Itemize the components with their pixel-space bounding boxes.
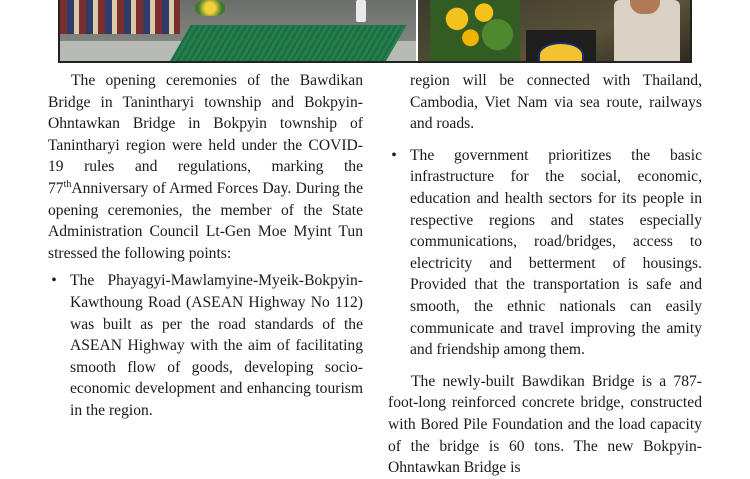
- white-post: [356, 0, 366, 22]
- flower-bouquet: [430, 0, 520, 61]
- bullet-continuation: region will be connected with Thailand, Cambodia, Viet Nam via sea route, railways and roads.: [410, 72, 702, 133]
- right-column: [388, 70, 702, 479]
- bullet-icon: •: [391, 146, 397, 164]
- bullet-item-highway: [48, 270, 363, 421]
- intro-text-part2: Anniversary of Armed Forces Day. During the opening ceremonies, the member of the State Administration Council Lt-Gen Moe Myint Tun stressed the following points:: [48, 179, 363, 262]
- bullet-item-government: [388, 145, 702, 361]
- bullet-icon: •: [51, 272, 57, 290]
- speaker-photo: [418, 0, 692, 61]
- podium-emblem-icon: [538, 42, 584, 61]
- bullet-text: The Phayagyi-Mawlamyine-Myeik-Bokpyin-Kawthoung Road (ASEAN Highway No 112) was built as per the road standards of the ASEAN Highway with the aim of facilitating smooth flow of goods, developing socio-economic development and enhancing tourism in the region.: [70, 272, 363, 419]
- audience-crowd: [60, 0, 180, 34]
- green-carpet: [170, 25, 407, 61]
- intro-paragraph: [48, 70, 363, 264]
- intro-text-part1: The opening ceremonies of the Bawdikan Bridge in Tanintharyi township and Bokpyin-Ohntawkan Bridge in Bokpyin township of Tanintharyi region were held under the COVID-19 rules and regulations, marking the 77: [48, 72, 363, 197]
- bullet-text: The government prioritizes the basic infrastructure for the social, economic, education and health sectors for its people in respective regions and states especially communications, road/bridges, access to electricity and betterment of housings. Provided that the transportation is safe and smooth, the ethnic nationals can easily communicate and travel improving the amity and friendship among them.: [410, 146, 702, 359]
- ordinal-superscript: th: [63, 178, 72, 190]
- bridge-paragraph: The newly-built Bawdikan Bridge is a 787-foot-long reinforced concrete bridge, constructed with Bored Pile Foundation and the load capacity of the bridge is 60 tons. The new Bokpyin-Ohntawkan Bridge is: [388, 372, 702, 477]
- flower-decoration: [195, 0, 225, 16]
- left-column: [48, 70, 363, 422]
- ceremony-photo: [60, 0, 416, 61]
- photo-strip: [58, 0, 692, 63]
